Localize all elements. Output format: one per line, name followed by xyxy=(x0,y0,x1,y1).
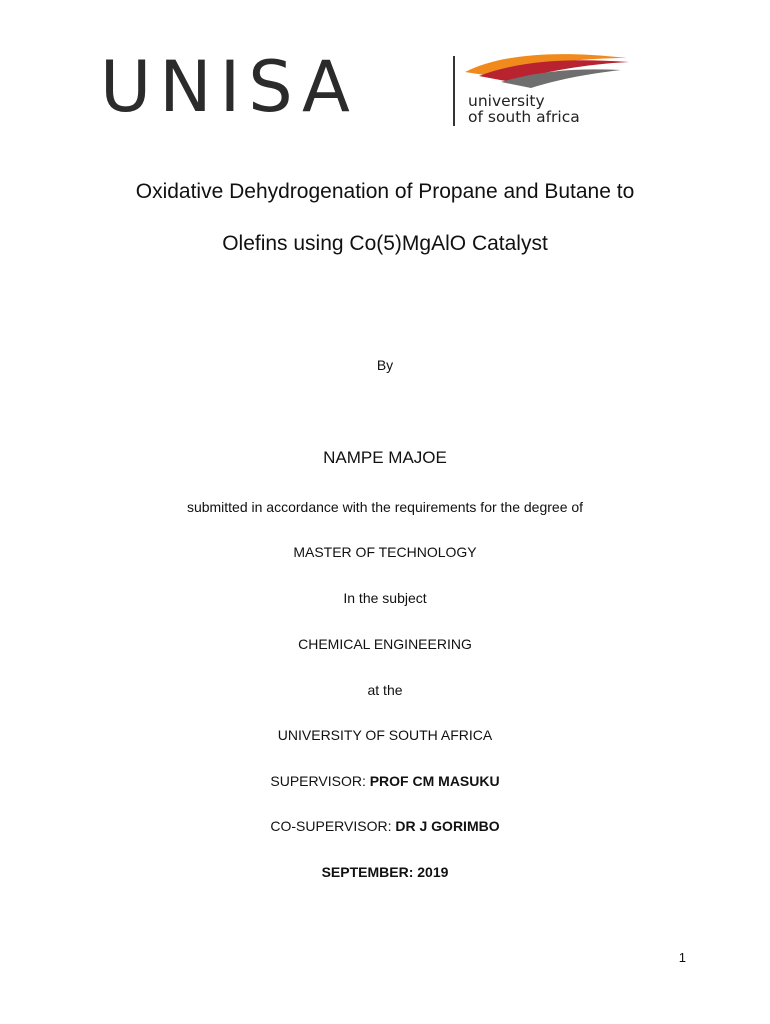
logo-swoosh-icon xyxy=(461,50,631,92)
title-line-2: Olefins using Co(5)MgAlO Catalyst xyxy=(222,232,548,255)
submission-date: SEPTEMBER: 2019 xyxy=(321,864,449,880)
title-line-1: Oxidative Dehydrogenation of Propane and Butane to xyxy=(135,180,635,203)
submission-statement: submitted in accordance with the requirements for the degree of xyxy=(186,499,584,515)
university-name: UNIVERSITY OF SOUTH AFRICA xyxy=(277,727,493,743)
subject-intro: In the subject xyxy=(343,590,427,606)
author-name: NAMPE MAJOE xyxy=(323,448,447,467)
degree: MASTER OF TECHNOLOGY xyxy=(293,544,477,560)
logo-university-text: university xyxy=(468,92,545,110)
subject: CHEMICAL ENGINEERING xyxy=(298,636,472,652)
supervisor-name: PROF CM MASUKU xyxy=(369,773,500,789)
co-supervisor-line xyxy=(0,818,770,834)
at-the-label: at the xyxy=(367,682,403,698)
logo-divider xyxy=(453,56,455,126)
unisa-logo xyxy=(98,48,638,138)
supervisor-line xyxy=(0,773,770,789)
co-supervisor-label: CO-SUPERVISOR: xyxy=(270,818,396,834)
supervisor-label: SUPERVISOR: xyxy=(270,773,370,789)
logo-wordmark: UNISA xyxy=(100,46,358,128)
page-number: 1 xyxy=(678,950,686,965)
logo-south-africa-text: of south africa xyxy=(468,108,580,126)
co-supervisor-name: DR J GORIMBO xyxy=(395,818,500,834)
by-label: By xyxy=(376,357,394,373)
